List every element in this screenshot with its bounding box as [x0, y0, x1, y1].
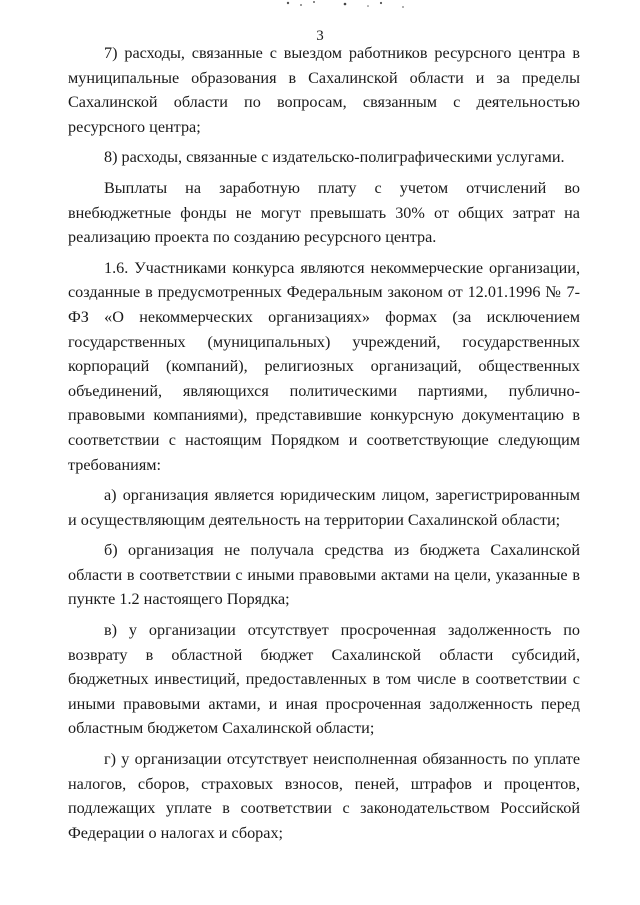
paragraph-item-8: 8) расходы, связанные с издательско-полиграфическими услугами.: [104, 148, 565, 167]
paragraph-requirement-a: а) организация является юридическим лицом, зарегистрированным и осуществляющим деятельность на территории Сахалинской области;: [68, 486, 580, 529]
scan-artifacts: [0, 0, 640, 20]
paragraph-item-7: 7) расходы, связанные с выездом работников ресурсного центра в муниципальные образования в Сахалинской области и за пределы Сахалинской области по вопросам, связанным с деятельностью ресурсного центра;: [68, 44, 580, 136]
paragraph-salary-limit: Выплаты на заработную плату с учетом отчислений во внебюджетные фонды не могут превышать 30% от общих затрат на реализацию проекта по созданию ресурсного центра.: [68, 178, 580, 247]
paragraph-section-1-6: 1.6. Участниками конкурса являются некоммерческие организации, созданные в предусмотренных Федеральным законом от 12.01.1996 № 7-ФЗ «О некоммерческих организациях» формах (за исключением государственных (муниципальных) учреждений, государственных корпораций (компаний), религиозных организаций, общественных объединений, являющихся политическими партиями, публично-правовыми компаниями), представившие конкурсную документацию в соответствии с настоящим Порядком и соответствующие следующим требованиям:: [68, 258, 580, 474]
paragraph-requirement-b: б) организация не получала средства из бюджета Сахалинской области в соответствии с иными правовыми актами на цели, указанные в пункте 1.2 настоящего Порядка;: [68, 541, 580, 609]
paragraph-requirement-g: г) у организации отсутствует неисполненная обязанность по уплате налогов, сборов, страховых взносов, пеней, штрафов и процентов, подлежащих уплате в соответствии с законодательством Российской Федерации о налогах и сборах;: [68, 750, 580, 842]
paragraph-requirement-v: в) у организации отсутствует просроченная задолженность по возврату в областной бюджет Сахалинской области субсидий, бюджетных инвестиций, предоставленных в том числе в соответствии с иными правовыми актами, и иная просроченная задолженность перед областным бюджетом Сахалинской области;: [68, 621, 580, 738]
page-number: 3: [316, 28, 324, 44]
document-body: [68, 41, 580, 845]
